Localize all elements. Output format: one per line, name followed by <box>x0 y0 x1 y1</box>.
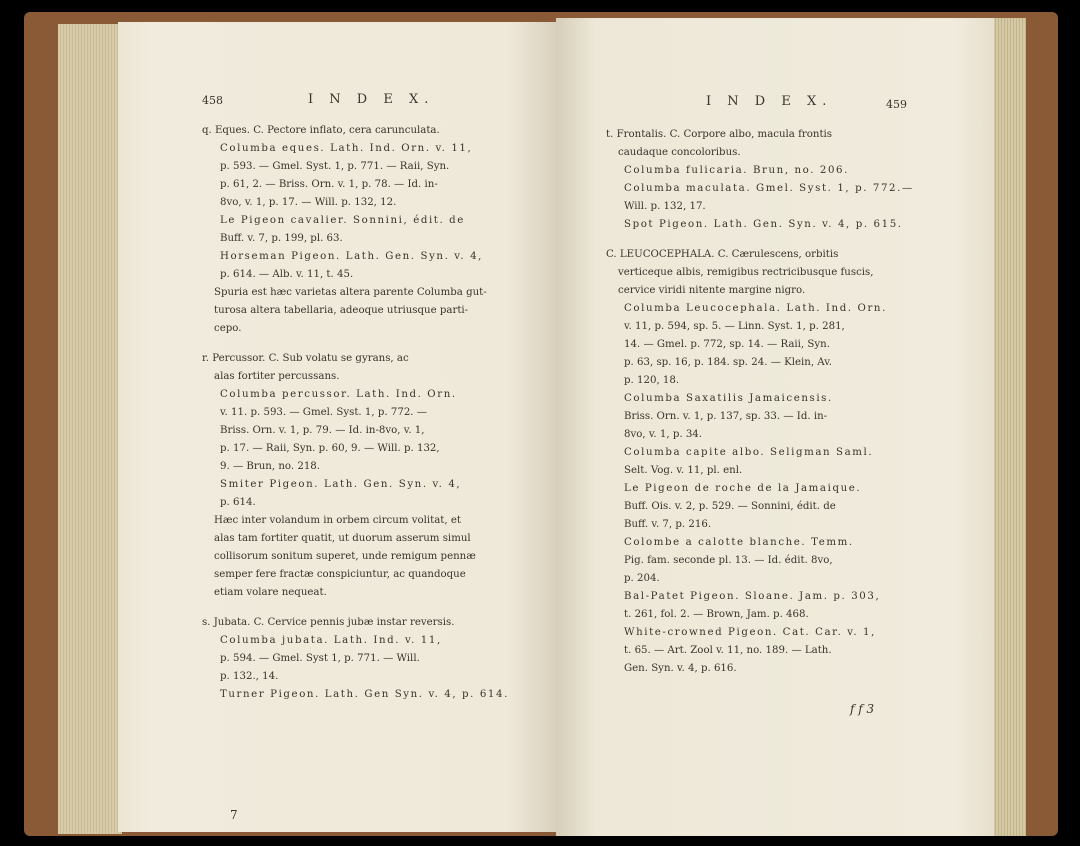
text-line: v. 11. p. 593. — Gmel. Syst. 1, p. 772. — <box>220 407 427 418</box>
text-line: alas fortiter percussans. <box>214 371 340 382</box>
text-line: Columba Saxatilis Jamaicensis. <box>624 393 833 404</box>
text-line: Columba jubata. Lath. Ind. v. 11, <box>220 635 442 646</box>
text-line: Selt. Vog. v. 11, pl. enl. <box>624 465 743 476</box>
text-line: verticeque albis, remigibus rectricibusque fuscis, <box>618 267 874 278</box>
text-line: r. Percussor. C. Sub volatu se gyrans, ac <box>202 353 409 364</box>
left-page <box>118 22 556 832</box>
text-line <box>606 234 976 246</box>
text-line <box>202 338 542 350</box>
text-line: Will. p. 132, 17. <box>624 201 706 212</box>
text-line: White-crowned Pigeon. Cat. Car. v. 1, <box>624 627 876 638</box>
text-line: Briss. Orn. v. 1, p. 137, sp. 33. — Id. in- <box>624 411 828 422</box>
text-line: Le Pigeon de roche de la Jamaique. <box>624 483 862 494</box>
text-line: t. 261, fol. 2. — Brown, Jam. p. 468. <box>624 609 809 620</box>
text-line: p. 614. — Alb. v. 11, t. 45. <box>220 269 354 280</box>
text-line: Smiter Pigeon. Lath. Gen. Syn. v. 4, <box>220 479 462 490</box>
text-line: Buff. Ois. v. 2, p. 529. — Sonnini, édit. de <box>624 501 836 512</box>
text-line: Columba fulicaria. Brun, no. 206. <box>624 165 849 176</box>
page-edges-left <box>58 24 122 834</box>
text-line: p. 614. <box>220 497 256 508</box>
text-line: Gen. Syn. v. 4, p. 616. <box>624 663 737 674</box>
text-line: Pig. fam. seconde pl. 13. — Id. édit. 8vo, <box>624 555 833 566</box>
text-line: Colombe a calotte blanche. Temm. <box>624 537 854 548</box>
text-line: Spuria est hæc varietas altera parente Columba gut- <box>214 287 487 298</box>
text-line: etiam volare nequeat. <box>214 587 327 598</box>
left-page-mark: 7 <box>230 808 238 822</box>
page-edges-right <box>990 18 1026 836</box>
text-line: Buff. v. 7, p. 199, pl. 63. <box>220 233 343 244</box>
text-line: s. Jubata. C. Cervice pennis jubæ instar reversis. <box>202 617 455 628</box>
text-line: Hæc inter volandum in orbem circum volitat, et <box>214 515 461 526</box>
text-line: Columba eques. Lath. Ind. Orn. v. 11, <box>220 143 473 154</box>
text-line: Briss. Orn. v. 1, p. 79. — Id. in-8vo, v. 1, <box>220 425 425 436</box>
left-running-head: I N D E X. <box>308 92 435 107</box>
text-line: p. 61, 2. — Briss. Orn. v. 1, p. 78. — Id. in- <box>220 179 438 190</box>
text-line: Bal-Patet Pigeon. Sloane. Jam. p. 303, <box>624 591 881 602</box>
text-line: collisorum sonitum superet, unde remigum pennæ <box>214 551 476 562</box>
text-line: p. 594. — Gmel. Syst 1, p. 771. — Will. <box>220 653 420 664</box>
text-line: C. LEUCOCEPHALA. C. Cærulescens, orbitis <box>606 249 839 260</box>
text-line: Buff. v. 7, p. 216. <box>624 519 712 530</box>
text-line: turosa altera tabellaria, adeoque utriusque parti- <box>214 305 469 316</box>
text-line: t. Frontalis. C. Corpore albo, macula frontis <box>606 129 833 140</box>
text-line: Turner Pigeon. Lath. Gen Syn. v. 4, p. 614. <box>220 689 509 700</box>
right-page-number: 459 <box>886 98 907 111</box>
text-line: p. 63, sp. 16, p. 184. sp. 24. — Klein, Av. <box>624 357 833 368</box>
text-line: Columba maculata. Gmel. Syst. 1, p. 772.— <box>624 183 914 194</box>
text-line: alas tam fortiter quatit, ut duorum asserum simul <box>214 533 471 544</box>
left-page-text <box>202 122 542 704</box>
text-line: Columba Leucocephala. Lath. Ind. Orn. <box>624 303 887 314</box>
text-line: semper fere fractæ conspiciuntur, ac quandoque <box>214 569 466 580</box>
text-line: 14. — Gmel. p. 772, sp. 14. — Raii, Syn. <box>624 339 830 350</box>
text-line: Columba percussor. Lath. Ind. Orn. <box>220 389 457 400</box>
text-line: v. 11, p. 594, sp. 5. — Linn. Syst. 1, p. 281, <box>624 321 845 332</box>
text-line: p. 120, 18. <box>624 375 680 386</box>
right-page-text <box>606 126 976 678</box>
text-line: cervice viridi nitente margine nigro. <box>618 285 806 296</box>
text-line: 8vo, v. 1, p. 17. — Will. p. 132, 12. <box>220 197 397 208</box>
text-line <box>202 602 542 614</box>
text-line: caudaque concoloribus. <box>618 147 741 158</box>
text-line: p. 132., 14. <box>220 671 279 682</box>
text-line: 9. — Brun, no. 218. <box>220 461 321 472</box>
left-page-number: 458 <box>202 94 223 107</box>
right-running-head: I N D E X. <box>706 94 833 109</box>
text-line: Le Pigeon cavalier. Sonnini, édit. de <box>220 215 465 226</box>
signature-mark: f f 3 <box>850 702 875 716</box>
text-line: 8vo, v. 1, p. 34. <box>624 429 703 440</box>
text-line: p. 17. — Raii, Syn. p. 60, 9. — Will. p. 132, <box>220 443 440 454</box>
text-line: Spot Pigeon. Lath. Gen. Syn. v. 4, p. 615. <box>624 219 903 230</box>
text-line: t. 65. — Art. Zool v. 11, no. 189. — Lath. <box>624 645 832 656</box>
right-page <box>556 18 994 836</box>
text-line: q. Eques. C. Pectore inflato, cera carunculata. <box>202 125 440 136</box>
text-line: Columba capite albo. Seligman Saml. <box>624 447 874 458</box>
text-line: cepo. <box>214 323 242 334</box>
text-line: Horseman Pigeon. Lath. Gen. Syn. v. 4, <box>220 251 484 262</box>
text-line: p. 204. <box>624 573 660 584</box>
text-line: p. 593. — Gmel. Syst. 1, p. 771. — Raii, Syn. <box>220 161 450 172</box>
